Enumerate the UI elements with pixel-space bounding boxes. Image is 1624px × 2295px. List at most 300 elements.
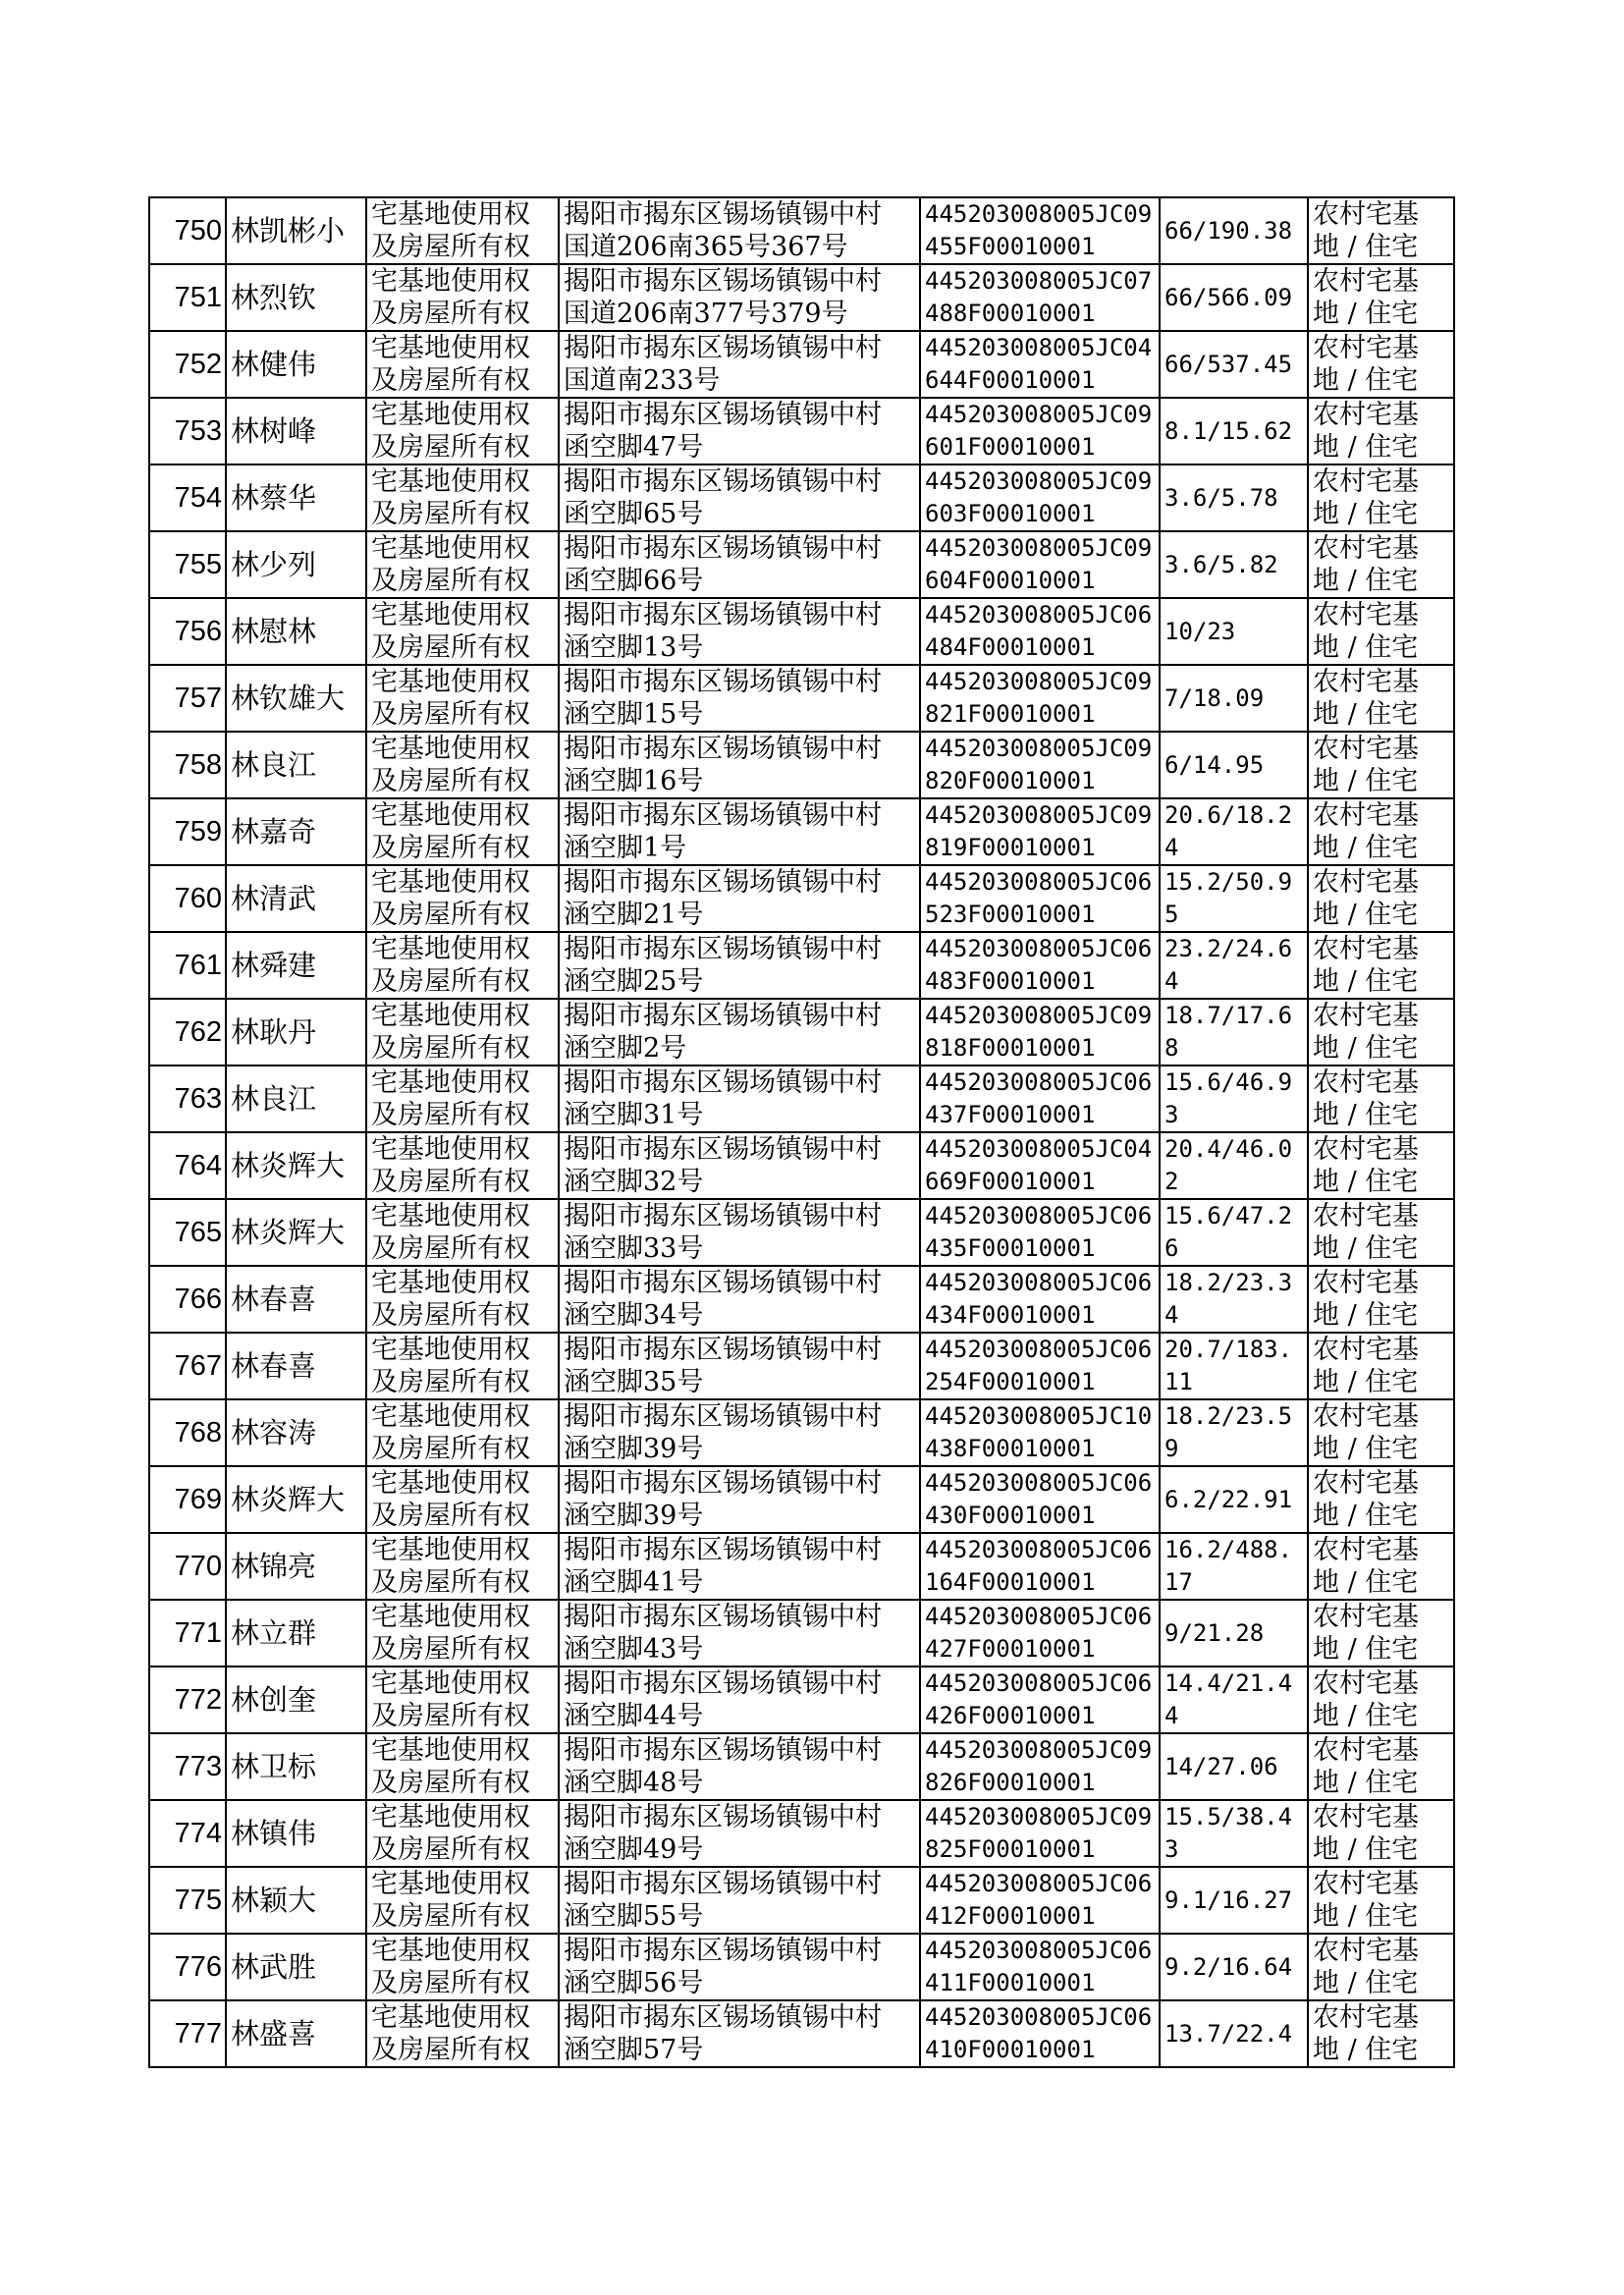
location-line-2: 涵空脚15号: [564, 699, 704, 730]
area-value: 3.6/5.82: [1164, 550, 1278, 578]
unit-number-line-2: 644F00010001: [925, 366, 1096, 394]
area-cell: [1160, 932, 1308, 999]
unit-number-line-2: 455F00010001: [925, 233, 1096, 260]
owner-name-cell: [226, 865, 366, 932]
unit-number-line-1: 445203008005JC09: [925, 1803, 1153, 1831]
usage-cell: [1308, 1600, 1454, 1667]
unit-number-line-1: 445203008005JC06: [925, 1469, 1153, 1497]
location-line-1: 揭阳市揭东区锡场镇锡中村: [564, 1668, 882, 1699]
location-line-2: 涵空脚55号: [564, 1901, 704, 1932]
location-cell: [559, 398, 920, 464]
area-value: 23.2/24.6 4: [1164, 935, 1293, 995]
table-row: [149, 1600, 1454, 1667]
unit-number-cell: [920, 1600, 1160, 1667]
right-type-cell: [366, 331, 559, 398]
unit-number-line-2: 427F00010001: [925, 1635, 1096, 1663]
usage-cell: [1308, 1199, 1454, 1266]
table-row: [149, 1466, 1454, 1533]
usage-line-2: 地 / 住宅: [1313, 566, 1419, 596]
right-type-line-2: 及房屋所有权: [371, 1233, 530, 1264]
serial-number-cell: [149, 932, 226, 999]
usage-line-2: 地 / 住宅: [1313, 1167, 1419, 1197]
right-type-line-1: 宅基地使用权: [371, 667, 530, 697]
unit-number-cell: [920, 2000, 1160, 2067]
serial-number-cell: [149, 1733, 226, 1800]
location-line-1: 揭阳市揭东区锡场镇锡中村: [564, 667, 882, 697]
location-cell: [559, 598, 920, 665]
serial-number: 750: [174, 215, 222, 246]
serial-number: 768: [174, 1417, 222, 1448]
table-row: [149, 1800, 1454, 1867]
unit-number-cell: [920, 1533, 1160, 1600]
usage-line-2: 地 / 住宅: [1313, 432, 1419, 463]
usage-line-1: 农村宅基: [1313, 466, 1419, 497]
table-row: [149, 999, 1454, 1066]
usage-cell: [1308, 1733, 1454, 1800]
area-cell: [1160, 1199, 1308, 1266]
unit-number-line-2: 819F00010001: [925, 834, 1096, 861]
owner-name: 林蔡华: [231, 481, 317, 515]
location-line-2: 涵空脚32号: [564, 1167, 704, 1197]
owner-name: 林烈钦: [231, 281, 317, 314]
right-type-line-1: 宅基地使用权: [371, 1735, 530, 1766]
right-type-cell: [366, 999, 559, 1066]
owner-name-cell: [226, 1800, 366, 1867]
area-cell: [1160, 732, 1308, 798]
owner-name-cell: [226, 1600, 366, 1667]
serial-number-cell: [149, 865, 226, 932]
usage-cell: [1308, 1266, 1454, 1333]
unit-number-line-2: 820F00010001: [925, 767, 1096, 794]
area-cell: [1160, 1132, 1308, 1199]
owner-name-cell: [226, 1132, 366, 1199]
location-cell: [559, 1333, 920, 1399]
right-type-cell: [366, 531, 559, 598]
area-value: 18.2/23.5 9: [1164, 1402, 1293, 1462]
unit-number-cell: [920, 1066, 1160, 1132]
area-cell: [1160, 1066, 1308, 1132]
owner-name-cell: [226, 264, 366, 331]
owner-name: 林创奎: [231, 1683, 317, 1717]
location-line-1: 揭阳市揭东区锡场镇锡中村: [564, 1201, 882, 1231]
location-cell: [559, 1600, 920, 1667]
area-value: 9.1/16.27: [1164, 1885, 1293, 1914]
unit-number-line-1: 445203008005JC06: [925, 1937, 1153, 1964]
usage-line-1: 农村宅基: [1313, 867, 1419, 898]
area-value: 8.1/15.62: [1164, 416, 1293, 445]
location-line-2: 涵空脚39号: [564, 1434, 704, 1464]
serial-number: 775: [174, 1885, 222, 1916]
unit-number-line-1: 445203008005JC06: [925, 601, 1153, 628]
area-value: 15.2/50.9 5: [1164, 868, 1293, 928]
table-row: [149, 531, 1454, 598]
unit-number-line-1: 445203008005JC09: [925, 735, 1153, 762]
serial-number-cell: [149, 1867, 226, 1934]
area-cell: [1160, 1667, 1308, 1733]
area-value: 15.5/38.4 3: [1164, 1803, 1293, 1863]
area-cell: [1160, 398, 1308, 464]
usage-line-1: 农村宅基: [1313, 533, 1419, 564]
serial-number: 766: [174, 1284, 222, 1315]
area-value: 9/21.28: [1164, 1618, 1265, 1647]
owner-name-cell: [226, 197, 366, 264]
usage-line-2: 地 / 住宅: [1313, 1768, 1419, 1798]
unit-number-cell: [920, 1266, 1160, 1333]
unit-number-line-2: 483F00010001: [925, 967, 1096, 995]
unit-number-line-1: 445203008005JC04: [925, 1135, 1153, 1163]
area-value: 20.4/46.0 2: [1164, 1135, 1293, 1195]
unit-number-line-1: 445203008005JC06: [925, 935, 1153, 962]
location-line-2: 国道南233号: [564, 365, 721, 396]
area-value: 15.6/46.9 3: [1164, 1068, 1293, 1128]
owner-name: 林耿丹: [231, 1015, 317, 1049]
usage-line-1: 农村宅基: [1313, 266, 1419, 297]
owner-name: 林健伟: [231, 348, 317, 381]
location-line-1: 揭阳市揭东区锡场镇锡中村: [564, 800, 882, 831]
right-type-line-2: 及房屋所有权: [371, 632, 530, 663]
location-line-2: 涵空脚1号: [564, 833, 687, 863]
owner-name-cell: [226, 598, 366, 665]
right-type-line-1: 宅基地使用权: [371, 400, 530, 430]
location-line-1: 揭阳市揭东区锡场镇锡中村: [564, 1936, 882, 1966]
location-line-1: 揭阳市揭东区锡场镇锡中村: [564, 1001, 882, 1031]
unit-number-cell: [920, 464, 1160, 531]
area-value: 16.2/488. 17: [1164, 1536, 1293, 1596]
owner-name: 林春喜: [231, 1283, 317, 1316]
unit-number-line-2: 825F00010001: [925, 1835, 1096, 1863]
owner-name: 林卫标: [231, 1750, 317, 1783]
serial-number: 772: [174, 1684, 222, 1716]
right-type-line-1: 宅基地使用权: [371, 934, 530, 964]
location-line-1: 揭阳市揭东区锡场镇锡中村: [564, 1268, 882, 1298]
unit-number-cell: [920, 1867, 1160, 1934]
location-cell: [559, 865, 920, 932]
usage-line-1: 农村宅基: [1313, 333, 1419, 363]
usage-line-1: 农村宅基: [1313, 1335, 1419, 1365]
unit-number-line-2: 604F00010001: [925, 567, 1096, 594]
location-line-1: 揭阳市揭东区锡场镇锡中村: [564, 199, 882, 230]
unit-number-cell: [920, 1667, 1160, 1733]
serial-number-cell: [149, 999, 226, 1066]
area-cell: [1160, 1266, 1308, 1333]
location-line-2: 函空脚47号: [564, 432, 704, 463]
owner-name: 林凯彬小: [231, 214, 346, 247]
usage-line-1: 农村宅基: [1313, 1268, 1419, 1298]
area-value: 10/23: [1164, 617, 1236, 645]
owner-name-cell: [226, 1733, 366, 1800]
serial-number: 763: [174, 1083, 222, 1115]
right-type-line-1: 宅基地使用权: [371, 466, 530, 497]
area-value: 20.6/18.2 4: [1164, 801, 1293, 861]
usage-line-2: 地 / 住宅: [1313, 1968, 1419, 1998]
owner-name: 林颖大: [231, 1884, 317, 1917]
serial-number-cell: [149, 197, 226, 264]
usage-line-1: 农村宅基: [1313, 800, 1419, 831]
table-row: [149, 464, 1454, 531]
serial-number: 759: [174, 816, 222, 847]
serial-number: 765: [174, 1217, 222, 1248]
usage-line-1: 农村宅基: [1313, 199, 1419, 230]
owner-name: 林清武: [231, 882, 317, 915]
table-row: [149, 1667, 1454, 1733]
location-line-2: 涵空脚21号: [564, 900, 704, 930]
owner-name-cell: [226, 1934, 366, 2000]
right-type-cell: [366, 865, 559, 932]
location-line-2: 涵空脚34号: [564, 1300, 704, 1331]
unit-number-line-1: 445203008005JC09: [925, 401, 1153, 428]
owner-name: 林盛喜: [231, 2017, 317, 2050]
right-type-line-1: 宅基地使用权: [371, 600, 530, 630]
usage-line-2: 地 / 住宅: [1313, 900, 1419, 930]
serial-number-cell: [149, 1466, 226, 1533]
area-cell: [1160, 1867, 1308, 1934]
serial-number: 764: [174, 1150, 222, 1181]
unit-number-cell: [920, 1800, 1160, 1867]
right-type-line-1: 宅基地使用权: [371, 1134, 530, 1165]
right-type-line-1: 宅基地使用权: [371, 1335, 530, 1365]
unit-number-cell: [920, 1199, 1160, 1266]
right-type-line-2: 及房屋所有权: [371, 1968, 530, 1998]
area-cell: [1160, 1733, 1308, 1800]
owner-name: 林武胜: [231, 1950, 317, 1984]
right-type-cell: [366, 1934, 559, 2000]
right-type-line-2: 及房屋所有权: [371, 1367, 530, 1397]
area-cell: [1160, 1399, 1308, 1466]
location-line-1: 揭阳市揭东区锡场镇锡中村: [564, 1134, 882, 1165]
location-line-2: 函空脚65号: [564, 499, 704, 529]
unit-number-line-1: 445203008005JC04: [925, 334, 1153, 361]
location-line-1: 揭阳市揭东区锡场镇锡中村: [564, 466, 882, 497]
table-row: [149, 1399, 1454, 1466]
usage-line-1: 农村宅基: [1313, 1602, 1419, 1632]
table-row: [149, 1733, 1454, 1800]
area-value: 18.7/17.6 8: [1164, 1002, 1293, 1062]
serial-number: 771: [174, 1617, 222, 1649]
area-cell: [1160, 1800, 1308, 1867]
location-line-1: 揭阳市揭东区锡场镇锡中村: [564, 1535, 882, 1565]
table-row: [149, 732, 1454, 798]
owner-name-cell: [226, 798, 366, 865]
usage-cell: [1308, 2000, 1454, 2067]
usage-line-2: 地 / 住宅: [1313, 1100, 1419, 1130]
unit-number-cell: [920, 1934, 1160, 2000]
unit-number-line-2: 484F00010001: [925, 633, 1096, 661]
usage-line-1: 农村宅基: [1313, 1869, 1419, 1899]
unit-number-line-2: 434F00010001: [925, 1301, 1096, 1329]
serial-number-cell: [149, 798, 226, 865]
usage-cell: [1308, 1800, 1454, 1867]
right-type-line-1: 宅基地使用权: [371, 533, 530, 564]
usage-cell: [1308, 197, 1454, 264]
owner-name-cell: [226, 1867, 366, 1934]
table-row: [149, 2000, 1454, 2067]
location-line-2: 涵空脚31号: [564, 1100, 704, 1130]
owner-name-cell: [226, 999, 366, 1066]
usage-cell: [1308, 1132, 1454, 1199]
area-cell: [1160, 2000, 1308, 2067]
usage-cell: [1308, 1934, 1454, 2000]
serial-number: 752: [174, 349, 222, 380]
unit-number-line-1: 445203008005JC09: [925, 1002, 1153, 1029]
area-value: 66/190.38: [1164, 216, 1293, 245]
area-value: 7/18.09: [1164, 683, 1265, 712]
owner-name-cell: [226, 464, 366, 531]
serial-number-cell: [149, 1667, 226, 1733]
usage-line-1: 农村宅基: [1313, 1201, 1419, 1231]
area-value: 66/537.45: [1164, 350, 1293, 378]
right-type-line-1: 宅基地使用权: [371, 1535, 530, 1565]
unit-number-cell: [920, 331, 1160, 398]
right-type-line-2: 及房屋所有权: [371, 833, 530, 863]
serial-number-cell: [149, 598, 226, 665]
right-type-cell: [366, 264, 559, 331]
right-type-line-2: 及房屋所有权: [371, 2035, 530, 2065]
location-line-2: 涵空脚25号: [564, 966, 704, 997]
unit-number-cell: [920, 1132, 1160, 1199]
usage-cell: [1308, 1399, 1454, 1466]
right-type-line-1: 宅基地使用权: [371, 1602, 530, 1632]
table-row: [149, 1132, 1454, 1199]
owner-name: 林立群: [231, 1616, 317, 1650]
usage-line-1: 农村宅基: [1313, 1802, 1419, 1832]
area-value: 6.2/22.91: [1164, 1485, 1293, 1513]
right-type-cell: [366, 2000, 559, 2067]
location-cell: [559, 665, 920, 732]
location-line-1: 揭阳市揭东区锡场镇锡中村: [564, 1335, 882, 1365]
usage-line-2: 地 / 住宅: [1313, 699, 1419, 730]
serial-number-cell: [149, 264, 226, 331]
usage-line-2: 地 / 住宅: [1313, 1233, 1419, 1264]
area-cell: [1160, 464, 1308, 531]
right-type-line-2: 及房屋所有权: [371, 566, 530, 596]
location-line-2: 涵空脚41号: [564, 1567, 704, 1598]
right-type-cell: [366, 1667, 559, 1733]
location-line-1: 揭阳市揭东区锡场镇锡中村: [564, 1735, 882, 1766]
owner-name: 林炎辉大: [231, 1216, 346, 1249]
area-value: 18.2/23.3 4: [1164, 1269, 1293, 1329]
usage-line-1: 农村宅基: [1313, 1067, 1419, 1098]
serial-number: 758: [174, 749, 222, 781]
unit-number-line-1: 445203008005JC10: [925, 1402, 1153, 1430]
serial-number-cell: [149, 398, 226, 464]
right-type-line-1: 宅基地使用权: [371, 1936, 530, 1966]
serial-number: 754: [174, 482, 222, 514]
unit-number-line-2: 438F00010001: [925, 1435, 1096, 1462]
location-line-2: 涵空脚16号: [564, 766, 704, 796]
usage-cell: [1308, 464, 1454, 531]
right-type-cell: [366, 1066, 559, 1132]
location-line-2: 涵空脚2号: [564, 1033, 687, 1064]
usage-line-2: 地 / 住宅: [1313, 766, 1419, 796]
right-type-line-2: 及房屋所有权: [371, 1434, 530, 1464]
right-type-line-2: 及房屋所有权: [371, 1834, 530, 1865]
area-value: 9.2/16.64: [1164, 1952, 1293, 1981]
area-cell: [1160, 1600, 1308, 1667]
location-cell: [559, 1066, 920, 1132]
location-line-2: 涵空脚39号: [564, 1501, 704, 1531]
owner-name-cell: [226, 331, 366, 398]
unit-number-line-1: 445203008005JC06: [925, 1068, 1153, 1096]
unit-number-cell: [920, 665, 1160, 732]
area-value: 14.4/21.4 4: [1164, 1669, 1293, 1729]
unit-number-line-1: 445203008005JC09: [925, 801, 1153, 829]
table-row: [149, 1333, 1454, 1399]
serial-number: 770: [174, 1551, 222, 1582]
serial-number-cell: [149, 1132, 226, 1199]
usage-cell: [1308, 865, 1454, 932]
owner-name: 林春喜: [231, 1349, 317, 1383]
usage-line-1: 农村宅基: [1313, 400, 1419, 430]
right-type-cell: [366, 1867, 559, 1934]
serial-number: 755: [174, 549, 222, 580]
location-cell: [559, 932, 920, 999]
right-type-line-1: 宅基地使用权: [371, 1268, 530, 1298]
table-row: [149, 665, 1454, 732]
unit-number-cell: [920, 798, 1160, 865]
location-line-2: 涵空脚33号: [564, 1233, 704, 1264]
area-value: 66/566.09: [1164, 283, 1293, 311]
owner-name-cell: [226, 665, 366, 732]
right-type-cell: [366, 1399, 559, 1466]
location-cell: [559, 531, 920, 598]
usage-cell: [1308, 1333, 1454, 1399]
location-line-1: 揭阳市揭东区锡场镇锡中村: [564, 934, 882, 964]
location-cell: [559, 798, 920, 865]
usage-line-2: 地 / 住宅: [1313, 1033, 1419, 1064]
usage-cell: [1308, 1066, 1454, 1132]
right-type-line-2: 及房屋所有权: [371, 1701, 530, 1731]
usage-cell: [1308, 1667, 1454, 1733]
usage-line-1: 农村宅基: [1313, 1668, 1419, 1699]
right-type-cell: [366, 1333, 559, 1399]
owner-name-cell: [226, 732, 366, 798]
area-cell: [1160, 1934, 1308, 2000]
owner-name-cell: [226, 1266, 366, 1333]
right-type-line-1: 宅基地使用权: [371, 1201, 530, 1231]
usage-line-1: 农村宅基: [1313, 934, 1419, 964]
right-type-line-1: 宅基地使用权: [371, 800, 530, 831]
unit-number-line-2: 603F00010001: [925, 500, 1096, 527]
table-row: [149, 598, 1454, 665]
serial-number-cell: [149, 1800, 226, 1867]
serial-number-cell: [149, 1600, 226, 1667]
right-type-line-2: 及房屋所有权: [371, 1768, 530, 1798]
location-line-2: 涵空脚35号: [564, 1367, 704, 1397]
usage-line-2: 地 / 住宅: [1313, 1567, 1419, 1598]
right-type-line-2: 及房屋所有权: [371, 1901, 530, 1932]
area-cell: [1160, 264, 1308, 331]
serial-number-cell: [149, 531, 226, 598]
usage-cell: [1308, 1533, 1454, 1600]
usage-line-2: 地 / 住宅: [1313, 632, 1419, 663]
unit-number-line-2: 818F00010001: [925, 1034, 1096, 1062]
location-cell: [559, 1667, 920, 1733]
unit-number-line-2: 488F00010001: [925, 300, 1096, 327]
usage-line-2: 地 / 住宅: [1313, 966, 1419, 997]
serial-number-cell: [149, 1266, 226, 1333]
location-cell: [559, 2000, 920, 2067]
usage-line-1: 农村宅基: [1313, 1535, 1419, 1565]
table-row: [149, 1199, 1454, 1266]
owner-name-cell: [226, 1199, 366, 1266]
right-type-line-1: 宅基地使用权: [371, 867, 530, 898]
location-line-2: 函空脚66号: [564, 566, 704, 596]
location-line-1: 揭阳市揭东区锡场镇锡中村: [564, 1401, 882, 1432]
location-line-1: 揭阳市揭东区锡场镇锡中村: [564, 1602, 882, 1632]
right-type-line-2: 及房屋所有权: [371, 1033, 530, 1064]
location-cell: [559, 1132, 920, 1199]
usage-cell: [1308, 331, 1454, 398]
